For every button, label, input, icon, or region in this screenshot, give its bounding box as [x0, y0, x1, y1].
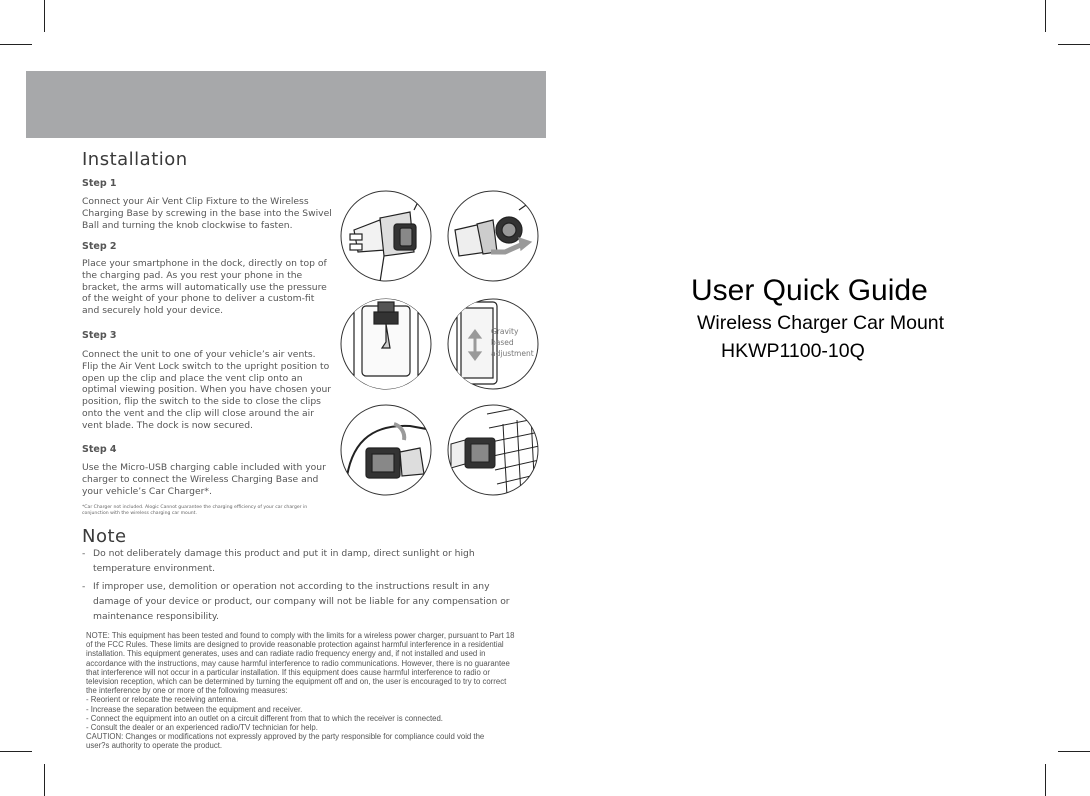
- step-3-heading: Step 3: [82, 330, 117, 341]
- gravity-label-line-1: Gravity: [491, 327, 519, 336]
- crop-mark: [44, 0, 45, 32]
- step-2-text: Place your smartphone in the dock, directly on top of the charging pad. As you rest your phone in the bracket, the arms will automatically use the pressure of the weight of your phone to deliver a custom-fit and securely hold your device.: [82, 258, 327, 317]
- fcc-line: user?s authority to operate the product.: [86, 741, 223, 751]
- fcc-line: - Reorient or relocate the receiving antenna.: [86, 695, 239, 705]
- step-4-text: Use the Micro-USB charging cable included with your charger to connect the Wireless Charging Base and your vehicle’s Car Charger*.: [82, 462, 326, 497]
- note-title: Note: [82, 526, 127, 547]
- bullet-dash: -: [82, 548, 86, 559]
- crop-mark: [1045, 0, 1046, 32]
- fcc-line: - Connect the equipment into an outlet on a circuit different from that to which the receiver is connected.: [86, 713, 443, 723]
- fcc-line: installation. This equipment generates, uses and can radiate radio frequency energy and, if not installed and used in: [86, 649, 486, 659]
- crop-mark: [1045, 764, 1046, 796]
- step-1-heading: Step 1: [82, 178, 117, 189]
- header-banner: [26, 71, 546, 138]
- step-2-heading: Step 2: [82, 241, 117, 252]
- crop-mark: [1058, 751, 1090, 752]
- crop-mark: [0, 751, 32, 752]
- note-item: - If improper use, demolition or operation not according to the instructions result in any damage of your device or product, our company will not be liable for any compensation or maintenance responsibility.: [82, 581, 510, 622]
- step-2-illustration: [340, 298, 432, 390]
- step-3-text: Connect the unit to one of your vehicle’s air vents. Flip the Air Vent Lock switch to the upright position to open up the clip and place the vent clip onto an optimal viewing position. When you have chosen your position, flip the switch to the side to close the clips onto the vent and the clip will close around the air vent blade. The dock is now secured.: [82, 349, 332, 431]
- fcc-line: that interference will not occur in a particular installation. If this equipment does cause harmful interference to radio or: [86, 667, 490, 677]
- fcc-line: - Increase the separation between the equipment and receiver.: [86, 704, 303, 714]
- bullet-dash: -: [82, 581, 86, 592]
- gravity-label-line-2: based: [491, 338, 514, 347]
- step-1-detail-illustration: [447, 190, 539, 282]
- fcc-statement: [86, 631, 570, 751]
- step-3-vent-illustration: [447, 404, 539, 496]
- crop-mark: [1058, 44, 1090, 45]
- crop-mark: [0, 44, 32, 45]
- cover-subtitle: Wireless Charger Car Mount: [697, 312, 945, 334]
- fcc-line: accordance with the instructions, may cause harmful interference to radio communications. However, there is no guarantee: [86, 658, 510, 668]
- step-4-heading: Step 4: [82, 444, 117, 455]
- footnote: *Car Charger not included. Alogic Cannot guarantee the charging efficiency of your car charger in conjunction with the wireless charging car mount.: [82, 505, 308, 517]
- crop-mark: [44, 764, 45, 796]
- step-2-adjustment-illustration: [447, 298, 539, 390]
- cover-model-number: HKWP1100-10Q: [721, 340, 865, 362]
- fcc-line: CAUTION: Changes or modifications not expressly approved by the party responsible for compliance could void the: [86, 732, 485, 742]
- note-list: [82, 546, 512, 627]
- step-3-illustration: [340, 404, 432, 496]
- fcc-line: - Consult the dealer or an experienced radio/TV technician for help.: [86, 723, 318, 733]
- step-1-illustration: [340, 190, 432, 282]
- cover-title: User Quick Guide: [691, 274, 928, 307]
- fcc-line: the interference by one or more of the following measures:: [86, 686, 288, 696]
- step-1-text: Connect your Air Vent Clip Fixture to the Wireless Charging Base by screwing in the base into the Swivel Ball and turning the knob clockwise to fasten.: [82, 196, 332, 231]
- fcc-line: NOTE: This equipment has been tested and found to comply with the limits for a wireless power charger, pursuant to Part 18: [86, 631, 515, 640]
- installation-title: Installation: [82, 149, 188, 170]
- fcc-line: television reception, which can be determined by turning the equipment off and on, the user is encouraged to try to correct: [86, 677, 507, 687]
- fcc-line: of the FCC Rules. These limits are designed to provide reasonable protection against harmful interference in a residential: [86, 640, 504, 650]
- gravity-label-line-3: adjustment: [491, 349, 534, 358]
- note-item: - Do not deliberately damage this product and put it in damp, direct sunlight or high temperature environment.: [82, 548, 475, 574]
